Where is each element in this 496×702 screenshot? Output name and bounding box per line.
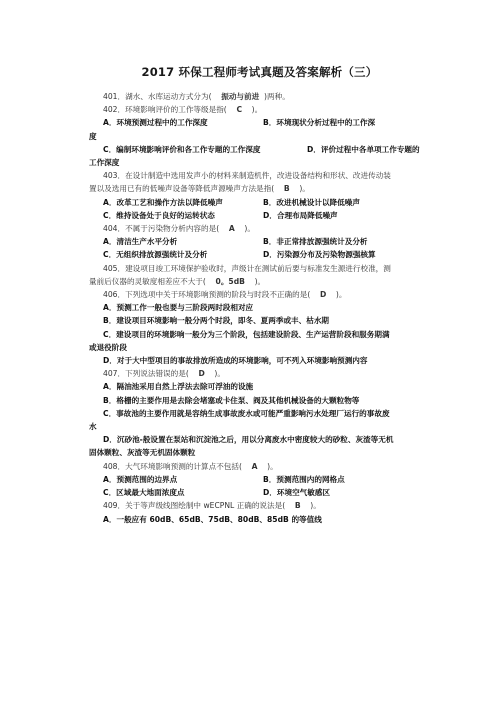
text-line (89, 235, 446, 248)
option-right: B．环境现状分析过程中的工作深 (263, 118, 376, 128)
line-end: )。 (300, 501, 321, 511)
line-text: 401．湖水、水库运动方式分为( (103, 92, 222, 101)
line-text: A．一般应有 60dB、65dB、75dB、80dB、85dB 的等值线 (103, 514, 322, 524)
option-left: C．维持设备处于良好的运转状态 (103, 210, 215, 220)
answer: D (198, 369, 205, 379)
line-text: C．建设项目的环境影响一般分为三个阶段，包括建设阶段、生产运营阶段和服务期满 (103, 329, 390, 339)
option-right: D．合理布局降低噪声 (263, 210, 338, 220)
text-line (89, 446, 446, 459)
text-line (89, 499, 446, 512)
option-left: A．改革工艺和操作方法以降低噪声 (103, 197, 223, 207)
line-end: )。 (242, 105, 263, 115)
document-body (89, 90, 446, 526)
line-text: 404．不属于污染物分析内容的是( (103, 224, 229, 234)
text-line (89, 116, 446, 129)
line-text: 403．在设计制造中选用发声小的材料来制造机件，改进设备结构和形状、改进传动装 (103, 171, 391, 181)
text-line (89, 486, 446, 499)
line-end: )。 (289, 184, 310, 194)
line-text: B．建设项目环境影响一般分两个时段，即冬、夏两季或丰、枯水期 (103, 316, 330, 326)
option-right: D．污染源分布及污染物源强核算 (263, 250, 376, 260)
answer: A (228, 224, 235, 234)
option-left: C．编制环境影响评价和各工作专题的工作深度 (103, 144, 261, 154)
line-text: 固体颗粒、灰渣等无机固体颗粒 (89, 448, 196, 458)
line-end: )。 (257, 461, 278, 471)
answer: B (283, 184, 290, 194)
line-text: 量前后仪器的灵敏度相差应不大于( (89, 276, 216, 286)
line-text: 度 (89, 131, 97, 141)
line-text: 置以及选用已有的低噪声设备等降低声源噪声方法是指( (89, 184, 284, 194)
text-line (89, 341, 446, 354)
text-line (89, 354, 446, 367)
line-text: 406．下列选项中关于环境影响预测的阶段与时段不正确的是( (103, 290, 320, 300)
text-line (89, 407, 446, 420)
text-line (89, 460, 446, 473)
option-left: A．清洁生产水平分析 (103, 237, 178, 247)
option-right: B．非正常排放源强统计及分析 (263, 237, 368, 247)
option-left: A．环境预测过程中的工作深度 (103, 118, 208, 128)
line-text: B．格栅的主要作用是去除会堵塞或卡住泵、阀及其他机械设备的大颗粒物等 (103, 395, 360, 405)
answer: A (251, 461, 258, 471)
line-text: 408．大气环境影响预测的计算点不包括( (103, 461, 252, 471)
answer: B (294, 501, 301, 511)
text-line (89, 420, 446, 433)
text-line (89, 262, 446, 275)
text-line (89, 288, 446, 301)
line-text: A．预测工作一般也要与三阶段两时段相对应 (103, 303, 254, 313)
line-end: )两种。 (259, 92, 290, 101)
line-text: D．沉砂池-般设置在泵站和沉淀池之后，用以分离废水中密度较大的砂粒、灰渣等无机 (103, 435, 394, 445)
text-line (89, 473, 446, 486)
text-line (89, 394, 446, 407)
line-text: 或退役阶段 (89, 342, 127, 352)
text-line (89, 90, 446, 103)
line-text: D．对于大中型项目的事故排放所造成的环境影响，可不列入环境影响预测内容 (103, 356, 368, 366)
page-title: 2017 环保工程师考试真题及答案解析（三） (141, 65, 378, 79)
text-line (89, 103, 446, 116)
text-line (89, 513, 446, 526)
text-line (89, 130, 446, 143)
option-right: B．预测范围内的网格点 (263, 474, 345, 484)
text-line (89, 314, 446, 327)
answer: 振动与前进 (221, 92, 260, 101)
option-right: B．改进机械设计以降低噪声 (263, 197, 360, 207)
line-text: 405．建设项目竣工环境保护验收时，声级计在测试前后要与标准发生源进行校准，测 (103, 263, 391, 273)
answer: D (319, 290, 327, 300)
text-line (89, 209, 446, 222)
answer: C (236, 105, 243, 115)
line-text: 402．环境影响评价的工作等级是指( (103, 105, 237, 115)
text-line (89, 182, 446, 195)
text-line (89, 143, 446, 156)
text-line (89, 301, 446, 314)
line-text: 409．关于等声级线图绘制中 wECPNL 正确的说法是( (103, 501, 295, 511)
line-text: C．事故池的主要作用就是容纳生成事故废水或可能严重影响污水处理厂运行的事故废 (103, 408, 390, 418)
text-line (89, 328, 446, 341)
text-line (89, 275, 446, 288)
text-line (89, 367, 446, 380)
text-line (89, 433, 446, 446)
line-end: )。 (234, 224, 255, 234)
line-end: )。 (326, 290, 347, 300)
option-right: D．评价过程中各单项工作专题的 (307, 144, 420, 154)
option-left: C．区域最大地面浓度点 (103, 488, 185, 498)
text-line (89, 156, 446, 169)
line-text: A．隔油池采用自然上浮法去除可浮油的设施 (103, 382, 254, 392)
option-right: D．环境空气敏感区 (263, 488, 331, 498)
option-left: A．预测范围的边界点 (103, 474, 178, 484)
text-line (89, 222, 446, 235)
text-line (89, 169, 446, 182)
line-text: 407．下列说法错误的是( (103, 369, 199, 379)
text-line (89, 248, 446, 261)
line-text: 水 (89, 422, 97, 432)
answer: 0。5dB (215, 276, 245, 286)
text-line (89, 196, 446, 209)
line-text: 工作深度 (89, 158, 120, 168)
line-end: )。 (204, 369, 225, 379)
line-end: )。 (244, 276, 266, 286)
option-left: C．无组织排放源强统计及分析 (103, 250, 208, 260)
text-line (89, 380, 446, 393)
